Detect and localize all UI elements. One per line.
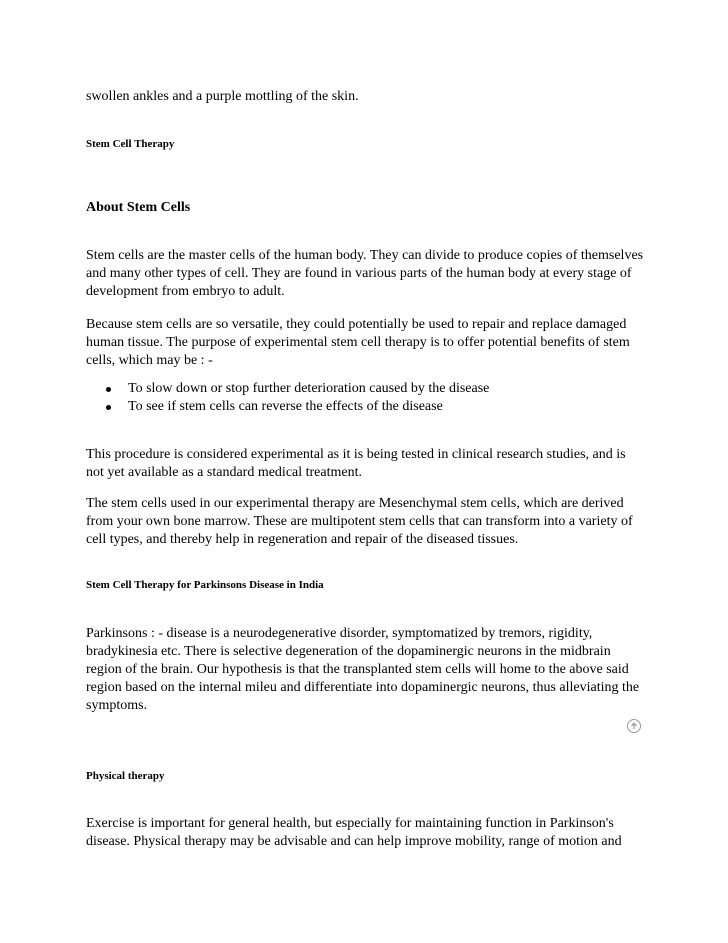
paragraph-stem-cells-versatile: Because stem cells are so versatile, they could potentially be used to repair and replace damaged human tissue. The purpose of experimental stem cell therapy is to offer potential benefits of stem cells, which may be : - xyxy=(86,317,630,368)
benefits-list xyxy=(86,380,646,416)
paragraph-stem-cells-intro: Stem cells are the master cells of the human body. They can divide to produce copies of themselves and many other types of cell. They are found in various parts of the human body at every stage of development from embryo to adult. xyxy=(86,248,644,299)
paragraph-mesenchymal: The stem cells used in our experimental therapy are Mesenchymal stem cells, which are derived from your own bone marrow. These are multipotent stem cells that can transform into a variety of cell types, and thereby help in regeneration and repair of the diseased tissues. xyxy=(86,496,633,547)
list-item: To slow down or stop further deterioration caused by the disease xyxy=(86,380,646,398)
heading-physical-therapy: Physical therapy xyxy=(86,770,165,782)
list-item: To see if stem cells can reverse the effects of the disease xyxy=(86,398,646,416)
heading-about-stem-cells: About Stem Cells xyxy=(86,200,191,215)
intro-tail-text: swollen ankles and a purple mottling of the skin. xyxy=(86,89,359,104)
paragraph-experimental: This procedure is considered experimental as it is being tested in clinical research studies, and is not yet available as a standard medical treatment. xyxy=(86,447,626,480)
paragraph-physical-therapy: Exercise is important for general health, but especially for maintaining function in Parkinson's disease. Physical therapy may be advisable and can help improve mobility, range of motion and xyxy=(86,816,622,849)
heading-parkinsons-india: Stem Cell Therapy for Parkinsons Disease in India xyxy=(86,579,324,591)
heading-stem-cell-therapy: Stem Cell Therapy xyxy=(86,138,175,150)
arrow-up-circle-icon xyxy=(630,722,638,730)
scroll-to-top-button[interactable] xyxy=(627,719,641,733)
paragraph-parkinsons: Parkinsons : - disease is a neurodegenerative disorder, symptomatized by tremors, rigidity, bradykinesia etc. There is selective degeneration of the dopaminergic neurons in the midbrain region of the brain. Our hypothesis is that the transplanted stem cells will home to the above said region based on the internal mileu and differentiate into dopaminergic neurons, thus alleviating the symptoms. xyxy=(86,626,640,713)
